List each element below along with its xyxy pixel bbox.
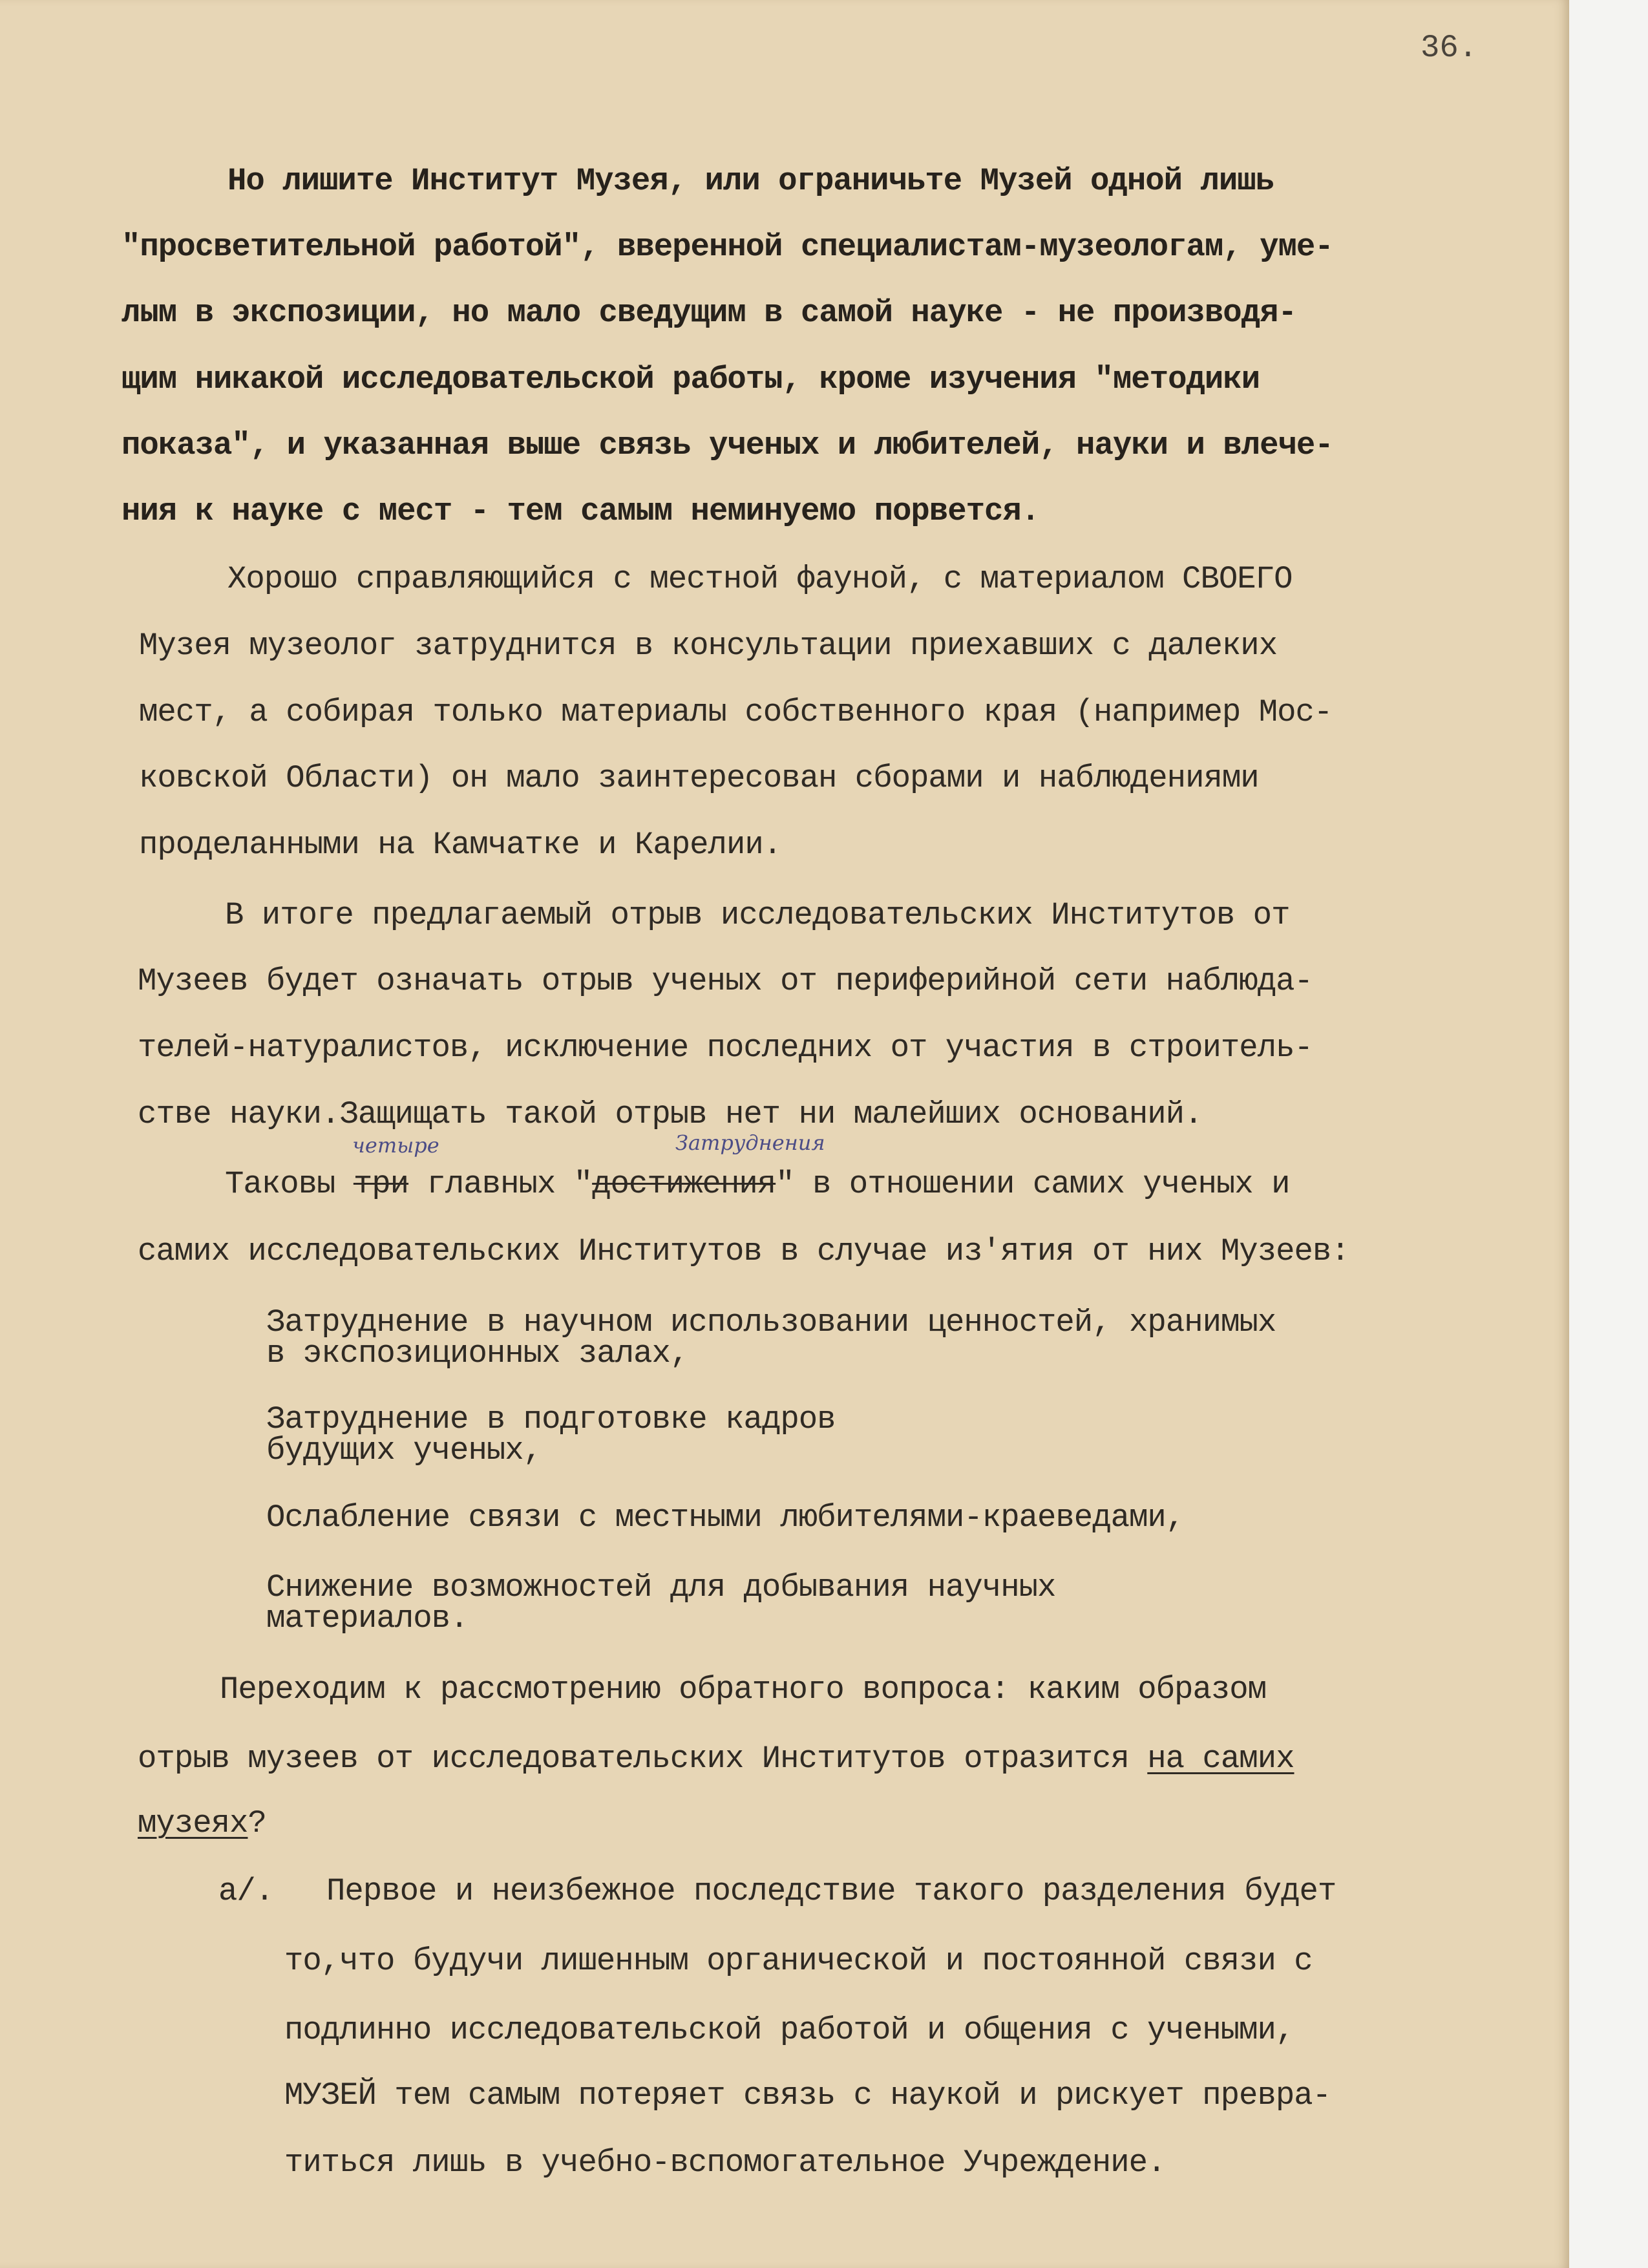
p1-line-3: лым в экспозиции, но мало сведущим в самой науке - не производя- [121, 295, 1296, 331]
page-number: 36. [1421, 30, 1478, 66]
item-a-line-5: титься лишь в учебно-вспомогательное Учреждение. [284, 2145, 1166, 2181]
p1-line-5: показа", и указанная выше связь ученых и любителей, науки и влече- [121, 427, 1333, 463]
p2-line-3: мест, а собирая только материалы собственного края (например Мос- [139, 694, 1333, 730]
p3-line-3: телей-натуралистов, исключение последних от участия в строитель- [138, 1030, 1313, 1066]
handwritten-correction-zatrudneniya: Затруднения [675, 1130, 825, 1155]
p1-line-1: Но лишите Институт Музея, или ограничьте Музей одной лишь [227, 163, 1274, 199]
p1-line-2: "просветительной работой", вверенной специалистам-музеологам, уме- [121, 229, 1333, 265]
p2-line-5: проделанными на Камчатке и Карелии. [139, 827, 782, 863]
p5-line-3 [138, 1805, 266, 1841]
list-item-2-cont: будущих ученых, [266, 1432, 542, 1468]
p5-underlined-na-samih: на самих [1147, 1741, 1294, 1777]
item-a-line-1: Первое и неизбежное последствие такого разделения будет [326, 1873, 1336, 1909]
p5-line-2-text: отрыв музеев от исследовательских Институтов отразится [138, 1741, 1148, 1777]
item-a-line-2: то,что будучи лишенным органической и постоянной связи с [284, 1943, 1313, 1979]
list-item-4: Снижение возможностей для добывания научных [266, 1569, 1056, 1606]
p2-line-4: ковской Области) он мало заинтересован сборами и наблюдениями [139, 760, 1259, 796]
p3-line-4: стве науки.Защищать такой отрыв нет ни малейших оснований. [138, 1096, 1203, 1132]
p5-underlined-muzeyah: музеях [138, 1805, 248, 1841]
p4-struck-dostizheniya: достижения [592, 1166, 776, 1202]
p4-struck-tri: три [353, 1166, 409, 1202]
p1-line-4: щим никакой исследовательской работы, кроме изучения "методики [121, 361, 1260, 397]
p2-line-1: Хорошо справляющийся с местной фауной, с материалом СВОЕГО [227, 561, 1293, 597]
list-item-1: Затруднение в научном использовании ценностей, хранимых [266, 1304, 1276, 1341]
list-item-1-cont: в экспозиционных залах, [266, 1335, 689, 1372]
p1-line-6: ния к науке с мест - тем самым неминуемо порвется. [121, 493, 1040, 529]
list-item-3: Ослабление связи с местными любителями-краеведами, [266, 1500, 1185, 1536]
list-item-4-cont: материалов. [266, 1600, 469, 1637]
p2-line-2: Музея музеолог затруднится в консультации приехавших с далеких [139, 628, 1278, 664]
p4-word-takovy: Таковы [225, 1166, 335, 1202]
p3-line-2: Музеев будет означать отрыв ученых от периферийной сети наблюда- [138, 963, 1313, 999]
scan-background [1569, 0, 1648, 2268]
handwritten-correction-chetyre: четыре [352, 1133, 439, 1158]
p5-line-1: Переходим к рассмотрению обратного вопроса: каким образом [220, 1671, 1267, 1708]
p4-rest: " в отношении самих ученых и [776, 1166, 1290, 1202]
list-item-2: Затруднение в подготовке кадров [266, 1401, 836, 1437]
p4-line-1 [225, 1166, 1290, 1202]
p4-line-2: самих исследовательских Институтов в случае из'ятия от них Музеев: [138, 1233, 1349, 1269]
p5-line-2 [138, 1743, 1294, 1775]
p4-word-glavnyh: главных " [427, 1166, 593, 1202]
item-a-label: а/. [218, 1873, 274, 1909]
p3-line-1: В итоге предлагаемый отрыв исследовательских Институтов от [225, 897, 1290, 933]
item-a-line-4: МУЗЕЙ тем самым потеряет связь с наукой и рискует превра- [284, 2077, 1331, 2114]
item-a-line-3: подлинно исследовательской работой и общения с учеными, [284, 2012, 1294, 2048]
p5-question-mark: ? [248, 1805, 266, 1841]
